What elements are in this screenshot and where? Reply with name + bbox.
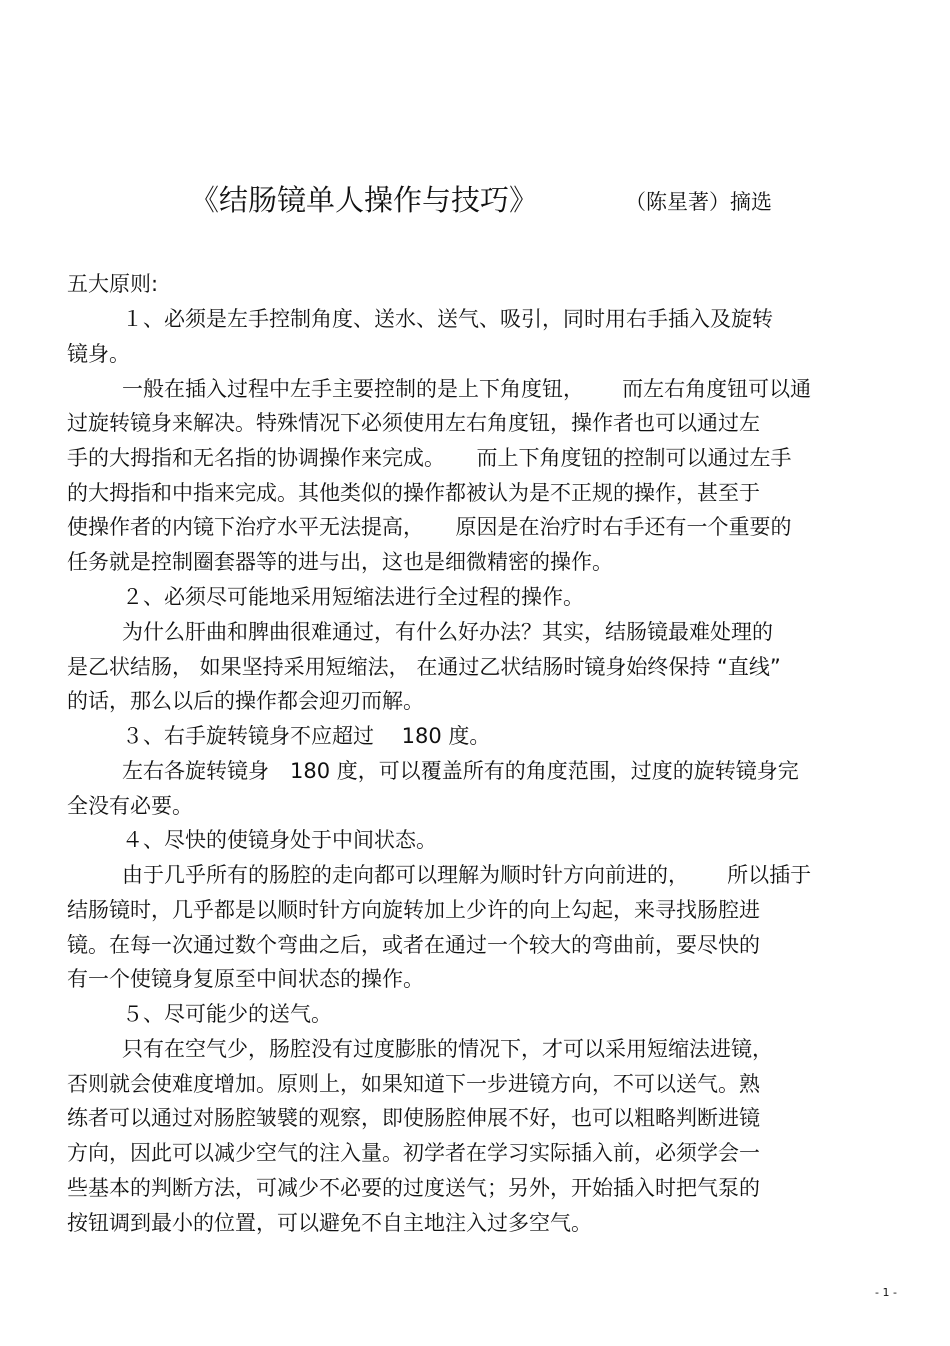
text-line: 一般在插入过程中左手主要控制的是上下角度钮， 而左右角度钮可以通 — [122, 377, 812, 401]
author-note: （陈星著）摘选 — [625, 190, 772, 214]
principle-4-heading: ４、尽快的使镜身处于中间状态。 — [122, 828, 437, 852]
text-line: 镜。在每一次通过数个弯曲之后，或者在通过一个较大的弯曲前，要尽快的 — [67, 933, 760, 957]
principle-5-heading: ５、尽可能少的送气。 — [122, 1002, 332, 1026]
text-line: 按钮调到最小的位置，可以避免不自主地注入过多空气。 — [67, 1211, 592, 1235]
page-number: - 1 - — [875, 1286, 897, 1299]
text-line: 的话，那么以后的操作都会迎刃而解。 — [67, 689, 424, 713]
text-line: 使操作者的内镜下治疗水平无法提高， 原因是在治疗时右手还有一个重要的 — [67, 515, 792, 539]
text-line: 由于几乎所有的肠腔的走向都可以理解为顺时针方向前进的， 所以插于 — [122, 863, 812, 887]
text-line: 方向，因此可以减少空气的注入量。初学者在学习实际插入前，必须学会一 — [67, 1141, 760, 1165]
principle-3-heading: ３、右手旋转镜身不应超过 180 度。 — [122, 724, 491, 748]
text-line: 是乙状结肠， 如果坚持采用短缩法， 在通过乙状结肠时镜身始终保持 “直线” — [67, 655, 781, 679]
principle-2-heading: ２、必须尽可能地采用短缩法进行全过程的操作。 — [122, 585, 584, 609]
text-line: 全没有必要。 — [67, 794, 193, 818]
text-line: 手的大拇指和无名指的协调操作来完成。 而上下角度钮的控制可以通过左手 — [67, 446, 792, 470]
text-line: 过旋转镜身来解决。特殊情况下必须使用左右角度钮，操作者也可以通过左 — [67, 411, 760, 435]
text-line: 左右各旋转镜身 180 度，可以覆盖所有的角度范围，过度的旋转镜身完 — [122, 759, 799, 783]
title-row — [0, 182, 950, 222]
text-line: 结肠镜时，几乎都是以顺时针方向旋转加上少许的向上勾起，来寻找肠腔进 — [67, 898, 760, 922]
text-line: 镜身。 — [67, 342, 130, 366]
text-line: 些基本的判断方法，可减少不必要的过度送气；另外，开始插入时把气泵的 — [67, 1176, 760, 1200]
text-line: 练者可以通过对肠腔皱襞的观察，即使肠腔伸展不好，也可以粗略判断进镜 — [67, 1106, 760, 1130]
document-title: 《结肠镜单人操作与技巧》 — [190, 183, 539, 217]
text-line: 否则就会使难度增加。原则上，如果知道下一步进镜方向，不可以送气。熟 — [67, 1072, 760, 1096]
text-line: 的大拇指和中指来完成。其他类似的操作都被认为是不正规的操作，甚至于 — [67, 481, 760, 505]
section-heading: 五大原则: — [67, 272, 159, 296]
principle-1-heading: １、必须是左手控制角度、送水、送气、吸引，同时用右手插入及旋转 — [122, 307, 773, 331]
text-line: 有一个使镜身复原至中间状态的操作。 — [67, 967, 424, 991]
text-line: 任务就是控制圈套器等的进与出，这也是细微精密的操作。 — [67, 550, 613, 574]
text-line: 为什么肝曲和脾曲很难通过，有什么好办法？其实，结肠镜最难处理的 — [122, 620, 773, 644]
text-line: 只有在空气少，肠腔没有过度膨胀的情况下，才可以采用短缩法进镜， — [122, 1037, 773, 1061]
